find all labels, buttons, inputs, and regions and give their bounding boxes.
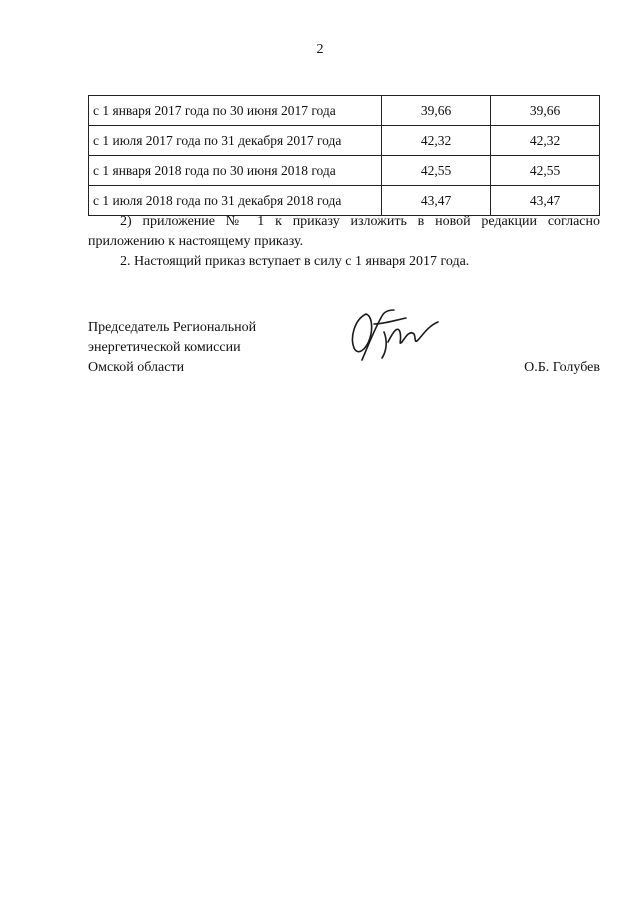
effective-date-paragraph: 2. Настоящий приказ вступает в силу с 1 января 2017 года. bbox=[120, 254, 470, 269]
value-cell: 39,66 bbox=[491, 96, 600, 126]
value-cell: 42,55 bbox=[491, 156, 600, 186]
page-number: 2 bbox=[316, 42, 324, 57]
signer-position-line: Омской области bbox=[88, 360, 185, 375]
amendment-paragraph bbox=[88, 212, 600, 252]
handwritten-signature-icon bbox=[344, 302, 444, 364]
amendment-line-2: приложению к настоящему приказу. bbox=[88, 234, 304, 249]
period-cell: с 1 июля 2018 года по 31 декабря 2018 года bbox=[89, 186, 382, 216]
value-cell: 42,32 bbox=[491, 126, 600, 156]
signer-position-line: энергетической комиссии bbox=[88, 340, 241, 355]
table-row bbox=[89, 186, 600, 216]
signer-position-line: Председатель Региональной bbox=[88, 320, 257, 335]
signer-name: О.Б. Голубев bbox=[524, 360, 600, 375]
table-row bbox=[89, 156, 600, 186]
value-cell: 43,47 bbox=[382, 186, 491, 216]
period-cell: с 1 июля 2017 года по 31 декабря 2017 года bbox=[89, 126, 382, 156]
value-cell: 42,55 bbox=[382, 156, 491, 186]
period-cell: с 1 января 2018 года по 30 июня 2018 года bbox=[89, 156, 382, 186]
period-cell: с 1 января 2017 года по 30 июня 2017 года bbox=[89, 96, 382, 126]
value-cell: 43,47 bbox=[491, 186, 600, 216]
amendment-line-1: 2) приложение № 1 к приказу изложить в новой редакции согласно bbox=[120, 214, 600, 229]
tariff-table bbox=[88, 95, 600, 216]
table-row bbox=[89, 96, 600, 126]
signer-position bbox=[88, 318, 256, 378]
value-cell: 39,66 bbox=[382, 96, 491, 126]
value-cell: 42,32 bbox=[382, 126, 491, 156]
table-row bbox=[89, 126, 600, 156]
